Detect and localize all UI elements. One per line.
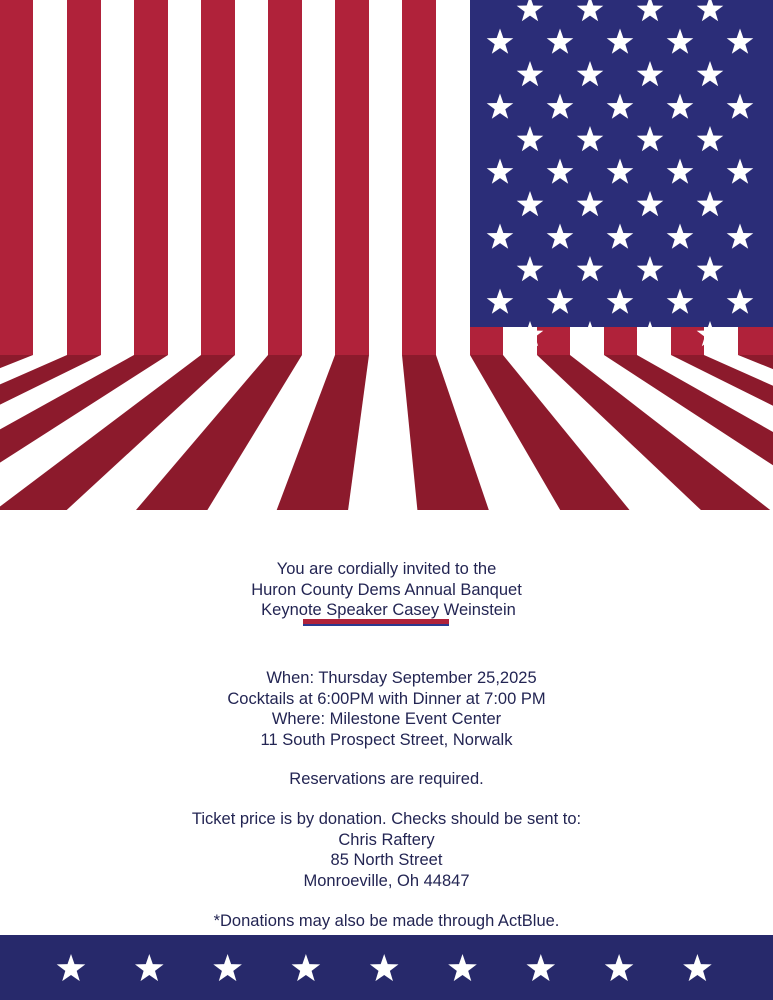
contact-city: Monroeville, Oh 44847	[303, 871, 470, 890]
footer-star	[57, 954, 86, 981]
reservation-text: Reservations are required.	[289, 770, 484, 788]
red-stripe	[67, 0, 101, 355]
event-title: Huron County Dems Annual Banquet	[251, 580, 522, 599]
red-stripe	[268, 0, 302, 355]
flag-stripes-floor	[0, 355, 773, 510]
footer-star	[213, 954, 242, 981]
footer-star	[370, 954, 399, 981]
invite-line: You are cordially invited to the	[276, 560, 497, 578]
red-stripe	[604, 327, 637, 355]
footer-star	[448, 954, 477, 981]
event-when: When: Thursday September 25,2025	[266, 669, 537, 687]
red-stripe	[402, 0, 436, 355]
event-where: Where: Milestone Event Center	[271, 710, 502, 728]
event-address: 11 South Prospect Street, Norwalk	[260, 730, 513, 749]
red-stripe	[738, 327, 773, 355]
invitation-heading	[0, 559, 773, 621]
reservation-note	[0, 769, 773, 790]
footer-star	[135, 954, 164, 981]
keynote-speaker: Keynote Speaker Casey Weinstein	[261, 601, 516, 619]
footer-star	[527, 954, 556, 981]
footer-stars	[0, 935, 773, 1000]
contact-street: 85 North Street	[330, 851, 443, 869]
red-stripe	[201, 0, 235, 355]
red-stripe	[470, 327, 503, 355]
donation-info	[0, 809, 773, 891]
footer-star	[605, 954, 634, 981]
contact-name: Chris Raftery	[338, 830, 435, 849]
actblue-text: *Donations may also be made through ActBlue.	[213, 912, 560, 930]
actblue-note	[0, 911, 773, 932]
footer-star-band	[0, 935, 773, 1000]
footer-star	[683, 954, 712, 981]
red-stripe	[134, 0, 168, 355]
event-details	[0, 668, 773, 750]
red-stripe	[335, 0, 369, 355]
footer-star	[292, 954, 321, 981]
speaker-underline-bar	[303, 619, 449, 626]
red-stripe	[0, 0, 33, 355]
event-time: Cocktails at 6:00PM with Dinner at 7:00 PM	[227, 689, 546, 708]
ticket-price-text: Ticket price is by donation. Checks should be sent to:	[191, 810, 582, 828]
